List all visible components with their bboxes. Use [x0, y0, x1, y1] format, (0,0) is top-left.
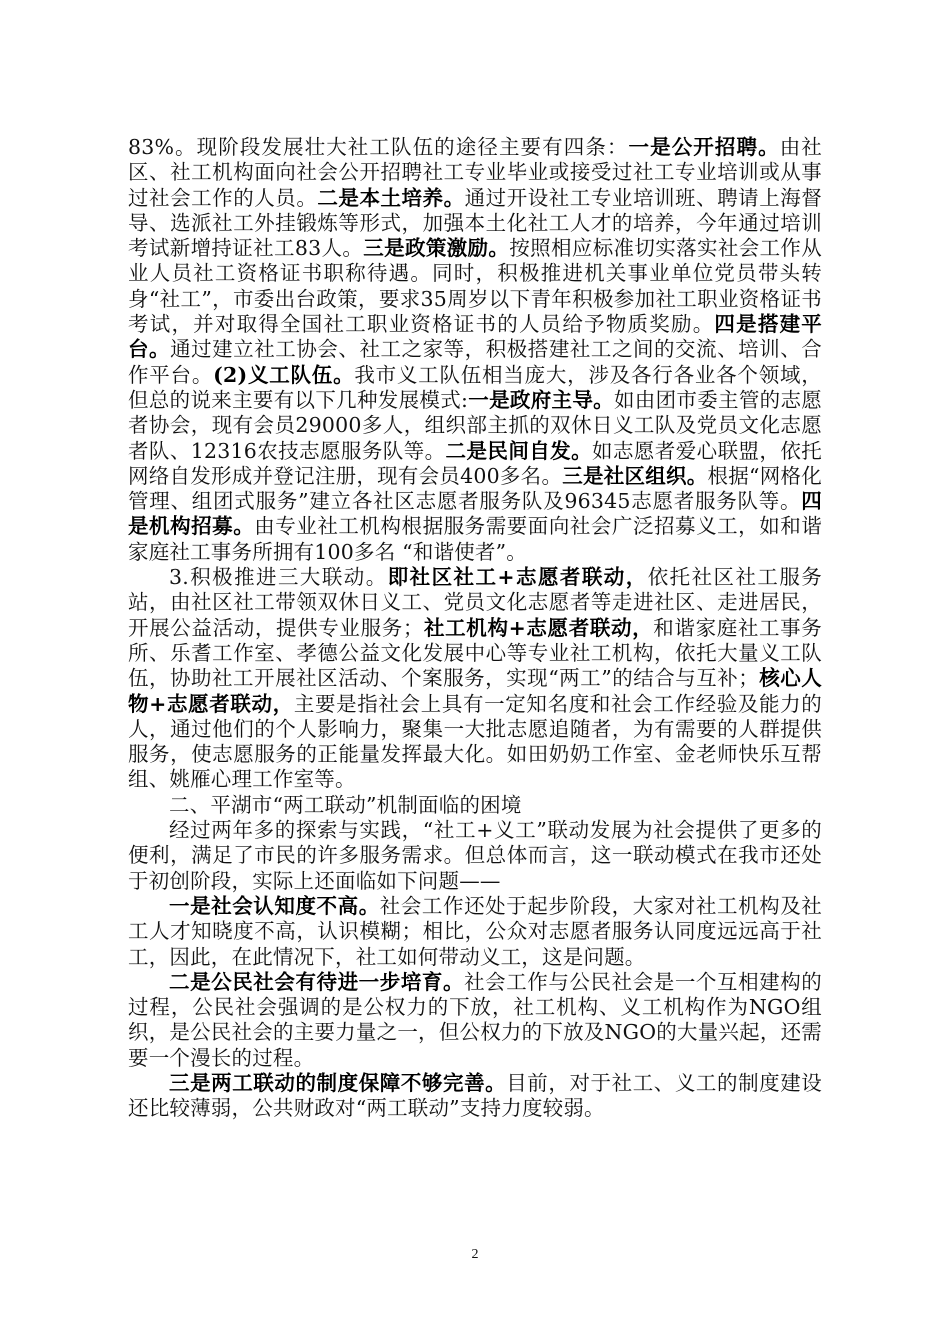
page-number: 2 — [471, 1247, 479, 1262]
text-run: 由专业社工机构根据服务需要面向社会广泛招募义工，如和谐家庭社工事务所拥有100多名 “和谐使者”。 — [128, 514, 822, 564]
bold-run: 二是本土培养。 — [317, 185, 465, 210]
bold-run: 二是民间自发。 — [445, 438, 593, 463]
bold-run: 三是两工联动的制度保障不够完善。 — [169, 1070, 507, 1095]
text-run: 通过开设社工专业培训班、聘请上海督导、选派社工外挂锻炼等形式，加强本土化社工人才的培养，今年通过培训考试新增持证社工83人。 — [128, 185, 822, 261]
bold-run: (2)义工队伍。 — [213, 362, 355, 387]
text-run: 通过建立社工协会、社工之家等，积极搭建社工之间的交流、培训、合作平台。 — [128, 337, 823, 387]
text-run: 83%。现阶段发展壮大社工队伍的途径主要有四条： — [128, 135, 629, 159]
text-run: 依托社区社工服务站，由社区社工带领双休日义工、党员文化志愿者等走进社区、走进居民，开展公益活动，提供专业服务； — [128, 565, 823, 640]
section-heading: 二、平湖市“两工联动”机制面临的困境 — [169, 792, 522, 817]
paragraph-problem-1 — [128, 894, 822, 970]
text-run: 主要是指社会上具有一定知名度和社会工作经验及能力的人，通过他们的个人影响力，聚集一大批志愿追随者，为有需要的人群提供服务，使志愿服务的正能量发挥最大化。如田奶奶工作室、金老师快乐互帮组、姚雁心理工作室等。 — [128, 691, 823, 792]
paragraph-social-worker-team — [128, 135, 822, 565]
bold-run: 一是政府主导。 — [468, 387, 614, 412]
bold-run: 二是公民社会有待进一步培育。 — [169, 969, 465, 994]
paragraph-intro-problems: 经过两年多的探索与实践，“社工+义工”联动发展为社会提供了更多的便利，满足了市民的许多服务需求。但总体而言，这一联动模式在我市还处于初创阶段，实际上还面临如下问题—— — [128, 818, 822, 893]
bold-run: 三是社区组织。 — [562, 463, 708, 488]
paragraph-problem-3 — [128, 1071, 822, 1122]
body-text — [128, 135, 822, 1122]
bold-run: 一是公开招聘。 — [628, 135, 780, 159]
text-run: 按照相应标准切实落实社会工作从业人员社工资格证书职称待遇。同时，积极推进机关事业单位党员带头转身“社工”，市委出台政策，要求35周岁以下青年积极参加社工职业资格证书考试，并对取得全国社工职业资格证书的人员给予物质奖励。 — [128, 236, 822, 337]
text-run: 如志愿者爱心联盟，依托网络自发形成并登记注册，现有会员400多名。 — [128, 438, 822, 488]
text-run: 社会工作与公民社会是一个互相建构的过程，公民社会强调的是公权力的下放，社工机构、义工机构作为NGO组织，是公民社会的主要力量之一，但公权力的下放及NGO的大量兴起，还需要一个漫长的过程。 — [128, 969, 822, 1070]
bold-run: 核心人物+志愿者联动， — [128, 666, 822, 716]
paragraph-problem-2 — [128, 970, 822, 1071]
bold-run: 即社区社工+志愿者联动， — [387, 565, 648, 590]
bold-run: 三是政策激励。 — [363, 236, 510, 261]
text-run: 我市义工队伍相当庞大，涉及各行各业各个领域，但总的说来主要有以下几种发展模式: — [128, 362, 822, 412]
text-run: 3.积极推进三大联动。 — [169, 565, 388, 590]
text-run: 根据“网格化管理、组团式服务”建立各社区志愿者服务队及96345志愿者服务队等。 — [128, 463, 822, 514]
bold-run: 社工机构+志愿者联动， — [423, 615, 654, 640]
text-run: 由社区、社工机构面向社会公开招聘社工专业毕业或接受过社工专业培训或从事过社会工作的人员。 — [128, 135, 822, 210]
paragraph-three-linkages — [128, 565, 822, 793]
bold-run: 四是机构招募。 — [128, 489, 822, 539]
text-run: 社会工作还处于起步阶段，大家对社工机构及社工人才知晓度不高，认识模糊；相比，公众对志愿者服务认同度远远高于社工，因此，在此情况下，社工如何带动义工，这是问题。 — [128, 893, 822, 969]
bold-run: 一是社会认知度不高。 — [169, 893, 380, 918]
bold-run: 四是搭建平台。 — [128, 312, 822, 362]
text-run: 目前，对于社工、义工的制度建设还比较薄弱，公共财政对“两工联动”支持力度较弱。 — [128, 1070, 823, 1121]
text-run: 如由团市委主管的志愿者协会，现有会员29000多人，组织部主抓的双休日义工队及党员文化志愿者队、12316农技志愿服务队等。 — [128, 387, 822, 463]
text-run: 和谐家庭社工事务所、乐耆工作室、孝德公益文化发展中心等专业社工机构，依托大量义工队伍，协助社工开展社区活动、个案服务，实现“两工”的结合与互补； — [128, 615, 822, 691]
